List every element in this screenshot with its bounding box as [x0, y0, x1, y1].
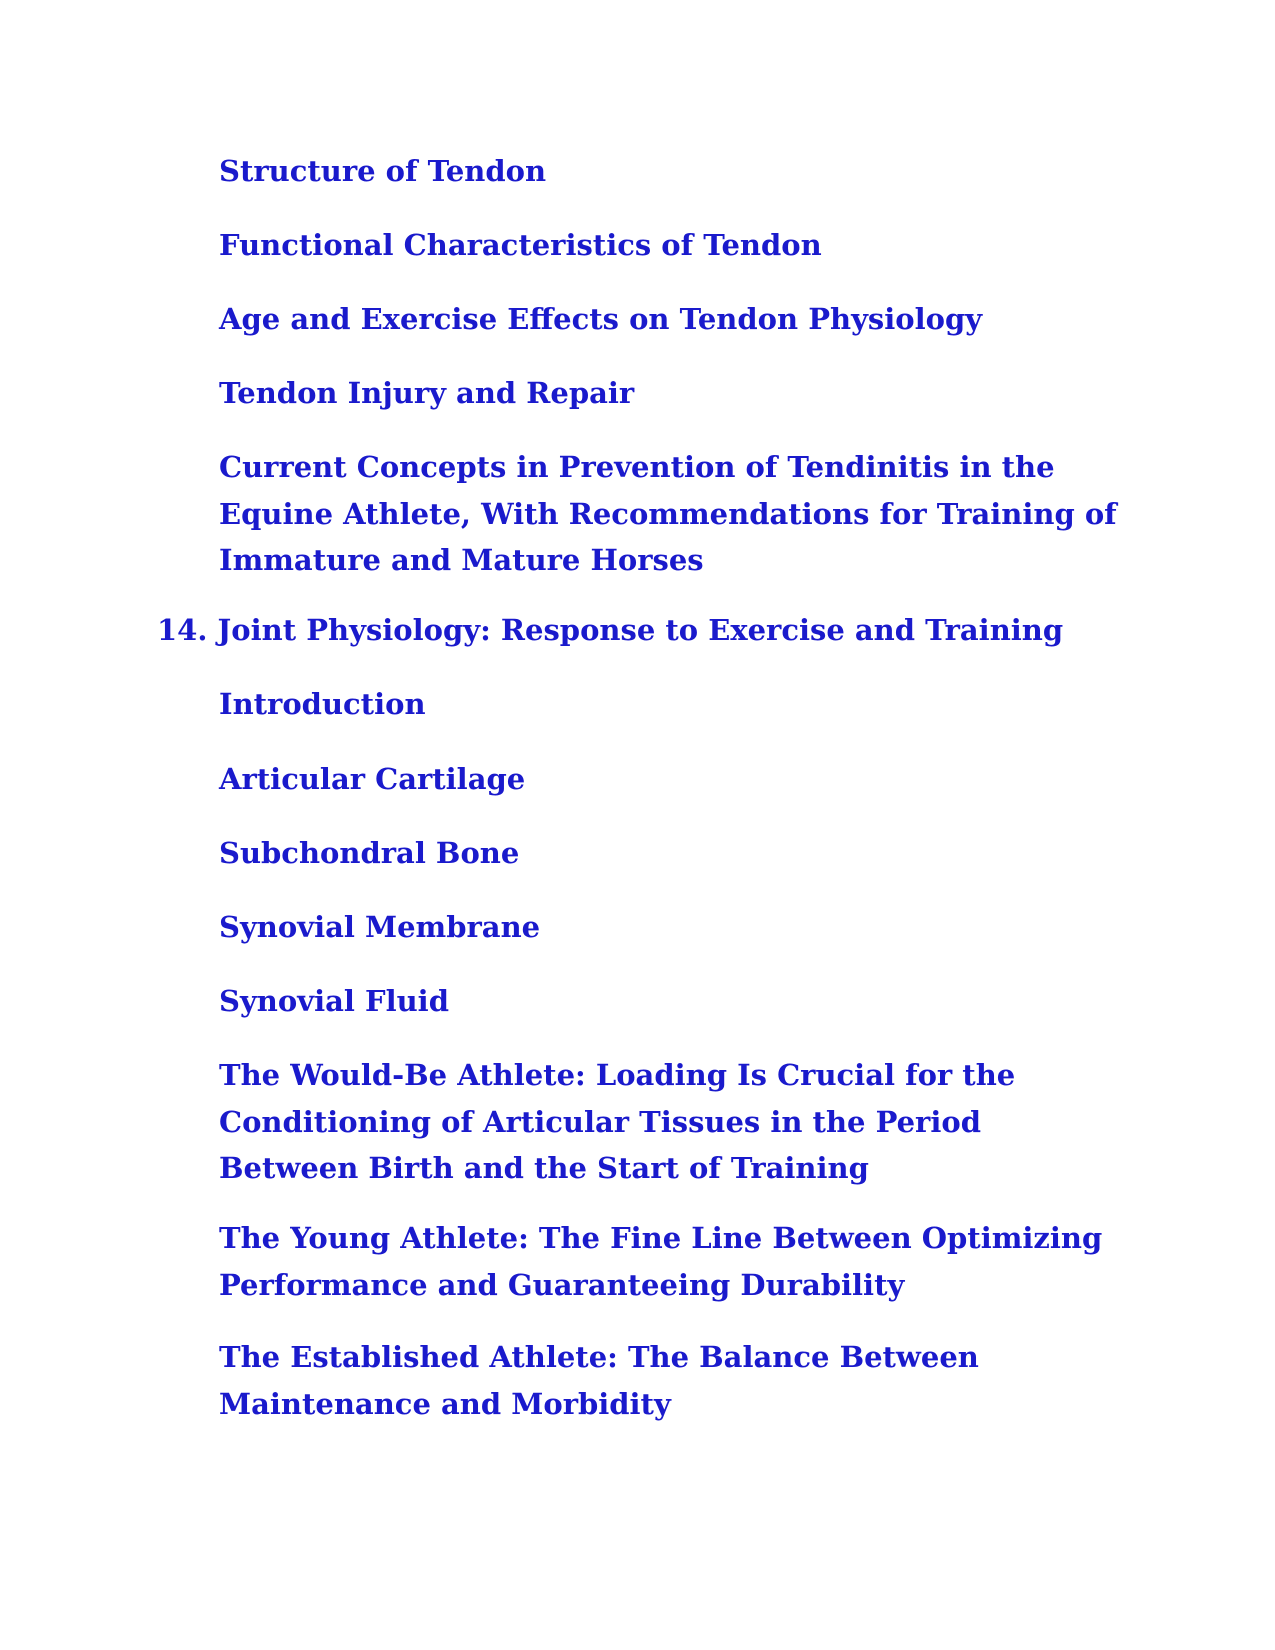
- toc-link-young-athlete[interactable]: [219, 1215, 1102, 1308]
- toc-link-line: Articular Cartilage: [219, 762, 526, 796]
- toc-link-synovial-membrane[interactable]: [219, 904, 540, 951]
- toc-link-prevention-of-tendinitis[interactable]: [219, 444, 1117, 584]
- toc-link-line: Synovial Fluid: [219, 984, 449, 1018]
- toc-link-line: Tendon Injury and Repair: [219, 376, 635, 410]
- toc-link-functional-characteristics-of-tendon[interactable]: [219, 222, 822, 269]
- toc-link-line: Performance and Guaranteeing Durability: [219, 1267, 905, 1302]
- toc-link-introduction[interactable]: [219, 681, 426, 728]
- toc-link-established-athlete[interactable]: [219, 1334, 979, 1427]
- toc-link-line: Maintenance and Morbidity: [219, 1386, 671, 1421]
- toc-link-line: Between Birth and the Start of Training: [219, 1151, 869, 1185]
- toc-link-line: Functional Characteristics of Tendon: [219, 228, 822, 262]
- toc-link-tendon-injury-and-repair[interactable]: [219, 370, 634, 417]
- toc-link-synovial-fluid[interactable]: [219, 978, 449, 1025]
- toc-link-subchondral-bone[interactable]: [219, 830, 519, 877]
- toc-link-line: Current Concepts in Prevention of Tendinitis in the: [219, 450, 1055, 484]
- toc-link-would-be-athlete[interactable]: [219, 1052, 1015, 1192]
- toc-link-line: The Established Athlete: The Balance Between: [219, 1340, 979, 1374]
- toc-link-line: Conditioning of Articular Tissues in the Period: [219, 1104, 981, 1139]
- toc-chapter-14-link[interactable]: [157, 607, 1063, 654]
- toc-link-line: Subchondral Bone: [219, 836, 520, 870]
- toc-link-line: Immature and Mature Horses: [219, 543, 704, 577]
- chapter-title: 14. Joint Physiology: Response to Exercise and Training: [157, 613, 1064, 647]
- toc-link-line: The Young Athlete: The Fine Line Between Optimizing: [219, 1221, 1103, 1255]
- toc-link-line: The Would-Be Athlete: Loading Is Crucial for the: [219, 1058, 1016, 1092]
- toc-link-line: Age and Exercise Effects on Tendon Physiology: [219, 302, 983, 336]
- toc-link-line: Structure of Tendon: [219, 154, 547, 188]
- toc-link-articular-cartilage[interactable]: [219, 756, 525, 803]
- toc-link-structure-of-tendon[interactable]: [219, 148, 546, 195]
- toc-link-line: Equine Athlete, With Recommendations for Training of: [219, 496, 1117, 531]
- toc-link-line: Introduction: [219, 687, 426, 721]
- toc-link-age-and-exercise-effects[interactable]: [219, 296, 982, 343]
- toc-link-line: Synovial Membrane: [219, 910, 541, 944]
